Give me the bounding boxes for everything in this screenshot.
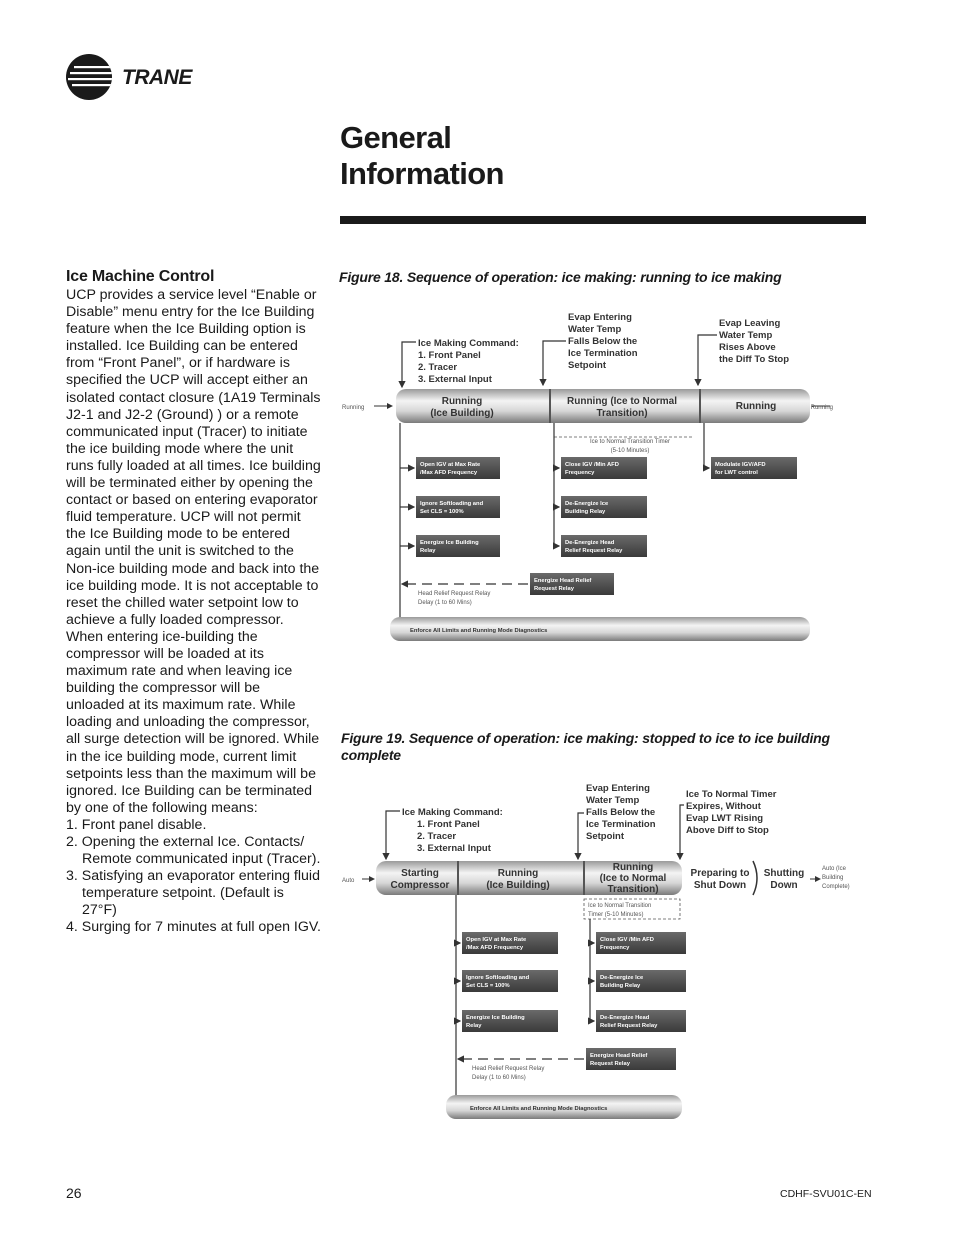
svg-text:Relay: Relay [420, 548, 436, 554]
svg-text:De-Energize Ice: De-Energize Ice [565, 501, 609, 507]
page-title-line-1: General [340, 120, 452, 155]
svg-text:Above Diff to Stop: Above Diff to Stop [686, 825, 769, 836]
svg-text:Auto (Ice: Auto (Ice [822, 866, 847, 872]
svg-text:(Ice Building): (Ice Building) [430, 408, 494, 419]
figure-19-diagram [340, 775, 870, 1127]
svg-text:Ice Termination: Ice Termination [586, 819, 656, 830]
svg-text:Head Relief Request Relay: Head Relief Request Relay [472, 1066, 545, 1072]
box-energize-ice-relay [456, 1010, 558, 1032]
svg-text:Running: Running [441, 396, 483, 407]
svg-text:Request Relay: Request Relay [590, 1061, 630, 1067]
figure-18-diagram [340, 305, 833, 650]
svg-text:Falls Below the: Falls Below the [586, 807, 656, 818]
evap-entering-label [568, 312, 638, 371]
svg-text:Ice To Normal Timer: Ice To Normal Timer [686, 789, 777, 800]
svg-text:Preparing to: Preparing to [690, 868, 750, 879]
svg-text:Falls Below the: Falls Below the [568, 336, 638, 347]
svg-text:Water Temp: Water Temp [586, 795, 640, 806]
svg-text:Ice to Normal Transition Timer: Ice to Normal Transition Timer [589, 439, 671, 445]
list-item: 4. Surging for 7 minutes at full open IGV. [66, 919, 321, 936]
auto-in-label: Auto [342, 878, 355, 884]
svg-text:(5-10 Minutes): (5-10 Minutes) [610, 448, 650, 454]
svg-text:Ice to Normal Transition: Ice to Normal Transition [588, 903, 652, 909]
svg-text:Energize Ice Building: Energize Ice Building [466, 1015, 525, 1021]
title-rule [340, 216, 866, 224]
svg-text:Energize Head Relief: Energize Head Relief [534, 578, 592, 584]
svg-text:2. Tracer: 2. Tracer [417, 831, 457, 842]
box-deenergize-ice-relay [554, 496, 647, 518]
page-title [340, 120, 504, 192]
svg-text:1. Front Panel: 1. Front Panel [417, 819, 480, 830]
svg-text:Running: Running [497, 868, 539, 879]
box-ignore-softloading [400, 496, 500, 518]
svg-text:Building: Building [822, 875, 844, 881]
svg-text:Rises Above: Rises Above [719, 342, 776, 353]
svg-text:Open IGV at Max Rate: Open IGV at Max Rate [466, 937, 527, 943]
diagnostics-label: Enforce All Limits and Running Mode Diagnostics [410, 628, 548, 634]
svg-text:Open IGV at Max Rate: Open IGV at Max Rate [420, 462, 481, 468]
stage-running: Running [735, 401, 777, 412]
page-number: 26 [66, 1185, 82, 1201]
box-close-igv [590, 932, 686, 954]
svg-text:Setpoint: Setpoint [568, 360, 606, 371]
transition-timer [588, 903, 651, 918]
running-out-label: Running [810, 405, 833, 411]
svg-text:Building Relay: Building Relay [600, 983, 641, 989]
svg-text:Ice Termination: Ice Termination [568, 348, 638, 359]
body-text [66, 287, 322, 937]
box-ignore-softloading [456, 970, 558, 992]
svg-text:2. Tracer: 2. Tracer [418, 362, 458, 373]
svg-text:Compressor: Compressor [390, 880, 450, 891]
body-paragraph: UCP provides a service level “Enable or Disable” menu entry for the Ice Building feature when the Ice Building option is installed. Ice Building can be entered from “Front Panel”, or if hardware is specified the UCP will accept either an isolated contact closure (1A19 Terminals J2-1 and J2-2 (Ground) ) or a remote communicated input (Tracer) to initiate the ice building mode where the unit runs fully loaded at all times. Ice building will be terminated either by opening the contact or based on entering evaporator fluid temperature. UCP will not permit the Ice Building mode to be entered again until the unit is switched to the Non-ice building mode and back into the ice building mode. It is not acceptable to reset the chilled water setpoint low to achieve a fully loaded compressor. When entering ice-building the compressor will be loaded at its maximum rate and when leaving ice building the compressor will be unloaded at its maximum rate. While loading and unloading the compressor, all surge detection will be ignored. While in the ice building mode, current limit setpoints less than the maximum will be ignored. Ice Building can be terminated by one of the following means: [66, 287, 321, 816]
svg-text:Building Relay: Building Relay [565, 509, 606, 515]
svg-text:(Ice Building): (Ice Building) [486, 880, 550, 891]
svg-text:Request Relay: Request Relay [534, 586, 574, 592]
svg-text:Transition): Transition) [596, 408, 648, 419]
svg-text:Complete): Complete) [822, 884, 850, 890]
box-energize-head-relief [530, 573, 614, 595]
svg-text:Relief Request Relay: Relief Request Relay [565, 548, 623, 554]
section-heading: Ice Machine Control [66, 268, 215, 285]
svg-text:De-Energize Ice: De-Energize Ice [600, 975, 644, 981]
svg-text:Relief Request Relay: Relief Request Relay [600, 1023, 658, 1029]
stage-preparing-shutdown [691, 868, 750, 891]
svg-text:/Max AFD Frequency: /Max AFD Frequency [420, 470, 478, 476]
svg-text:Close IGV /Min AFD: Close IGV /Min AFD [565, 462, 619, 468]
svg-text:the Diff To Stop: the Diff To Stop [719, 354, 790, 365]
svg-text:Modulate IGV/AFD: Modulate IGV/AFD [715, 462, 766, 468]
svg-text:Running: Running [612, 862, 654, 873]
svg-text:(Ice to Normal: (Ice to Normal [599, 873, 667, 884]
svg-text:Water Temp: Water Temp [568, 324, 622, 335]
logo-wordmark: TRANE [122, 66, 192, 89]
svg-text:Ignore Softloading and: Ignore Softloading and [420, 501, 484, 507]
svg-text:Energize Head Relief: Energize Head Relief [590, 1053, 648, 1059]
svg-text:Ice Making Command:: Ice Making Command: [418, 338, 519, 349]
svg-text:Shut Down: Shut Down [693, 880, 747, 891]
svg-text:Head Relief Request Relay: Head Relief Request Relay [418, 591, 491, 597]
svg-text:Close IGV /Min AFD: Close IGV /Min AFD [600, 937, 654, 943]
box-open-igv [400, 457, 500, 479]
svg-text:Set CLS = 100%: Set CLS = 100% [420, 509, 464, 515]
box-deenergize-ice-relay [590, 970, 686, 992]
evap-entering-label [586, 783, 656, 842]
box-deenergize-head-relief [554, 535, 647, 557]
running-in-label: Running [342, 405, 365, 411]
svg-text:Shutting: Shutting [763, 868, 805, 879]
svg-text:3. External Input: 3. External Input [417, 843, 491, 854]
svg-text:Relay: Relay [466, 1023, 482, 1029]
svg-text:3. External Input: 3. External Input [418, 374, 492, 385]
box-energize-head-relief [586, 1048, 676, 1070]
ice-command-label [418, 338, 519, 385]
box-close-igv [554, 457, 647, 479]
timer-expires-label [686, 789, 777, 836]
svg-text:Transition): Transition) [607, 884, 659, 895]
svg-text:Setpoint: Setpoint [586, 831, 624, 842]
svg-text:Running (Ice to Normal: Running (Ice to Normal [567, 396, 677, 407]
evap-leaving-label [719, 318, 789, 365]
box-open-igv [456, 932, 558, 954]
svg-text:Ice Making Command:: Ice Making Command: [402, 807, 503, 818]
auto-complete-label [822, 866, 850, 890]
svg-text:Frequency: Frequency [600, 945, 630, 951]
svg-text:Evap Entering: Evap Entering [568, 312, 632, 323]
svg-text:Starting: Starting [401, 868, 439, 879]
diagnostics-label: Enforce All Limits and Running Mode Diagnostics [470, 1106, 608, 1112]
box-deenergize-head-relief [590, 1010, 686, 1032]
head-relief-delay [418, 591, 490, 606]
svg-text:Evap Leaving: Evap Leaving [719, 318, 781, 329]
figure-18-caption: Figure 18. Sequence of operation: ice making: running to ice making [339, 269, 782, 285]
document-code: CDHF-SVU01C-EN [780, 1188, 872, 1200]
svg-text:Timer (5-10 Minutes): Timer (5-10 Minutes) [588, 912, 644, 918]
ice-command-label [402, 807, 503, 854]
head-relief-delay [472, 1066, 544, 1081]
svg-text:De-Energize Head: De-Energize Head [565, 540, 615, 546]
box-modulate-igv [704, 457, 797, 479]
trane-logo [66, 53, 226, 103]
svg-text:Expires, Without: Expires, Without [686, 801, 761, 812]
svg-text:Down: Down [770, 880, 798, 891]
svg-text:Delay (1 to 60 Mins): Delay (1 to 60 Mins) [418, 600, 472, 606]
box-energize-ice-relay [400, 535, 500, 557]
termination-list [66, 817, 322, 937]
svg-text:Delay (1 to 60 Mins): Delay (1 to 60 Mins) [472, 1075, 526, 1081]
svg-text:Evap LWT Rising: Evap LWT Rising [686, 813, 764, 824]
svg-text:Water Temp: Water Temp [719, 330, 773, 341]
svg-text:1. Front Panel: 1. Front Panel [418, 350, 481, 361]
list-item: 1. Front panel disable. [66, 816, 207, 833]
svg-text:De-Energize Head: De-Energize Head [600, 1015, 650, 1021]
page-title-line-2: Information [340, 156, 504, 191]
figure-19-caption: Figure 19. Sequence of operation: ice making: stopped to ice to ice building complete [341, 730, 830, 763]
list-item: 2. Opening the external Ice. Contacts/ Remote communicated input (Tracer). [66, 834, 321, 868]
svg-text:Set CLS = 100%: Set CLS = 100% [466, 983, 510, 989]
transition-timer [590, 439, 670, 454]
svg-text:Evap Entering: Evap Entering [586, 783, 650, 794]
list-item: 3. Satisfying an evaporator entering fluid temperature setpoint. (Default is 27°F) [66, 868, 320, 919]
svg-text:for LWT control: for LWT control [715, 470, 758, 476]
svg-text:Frequency: Frequency [565, 470, 595, 476]
stage-shutting-down [764, 868, 805, 891]
svg-text:/Max AFD Frequency: /Max AFD Frequency [466, 945, 524, 951]
svg-text:Ignore Softloading and: Ignore Softloading and [466, 975, 530, 981]
svg-text:Energize Ice Building: Energize Ice Building [420, 540, 479, 546]
